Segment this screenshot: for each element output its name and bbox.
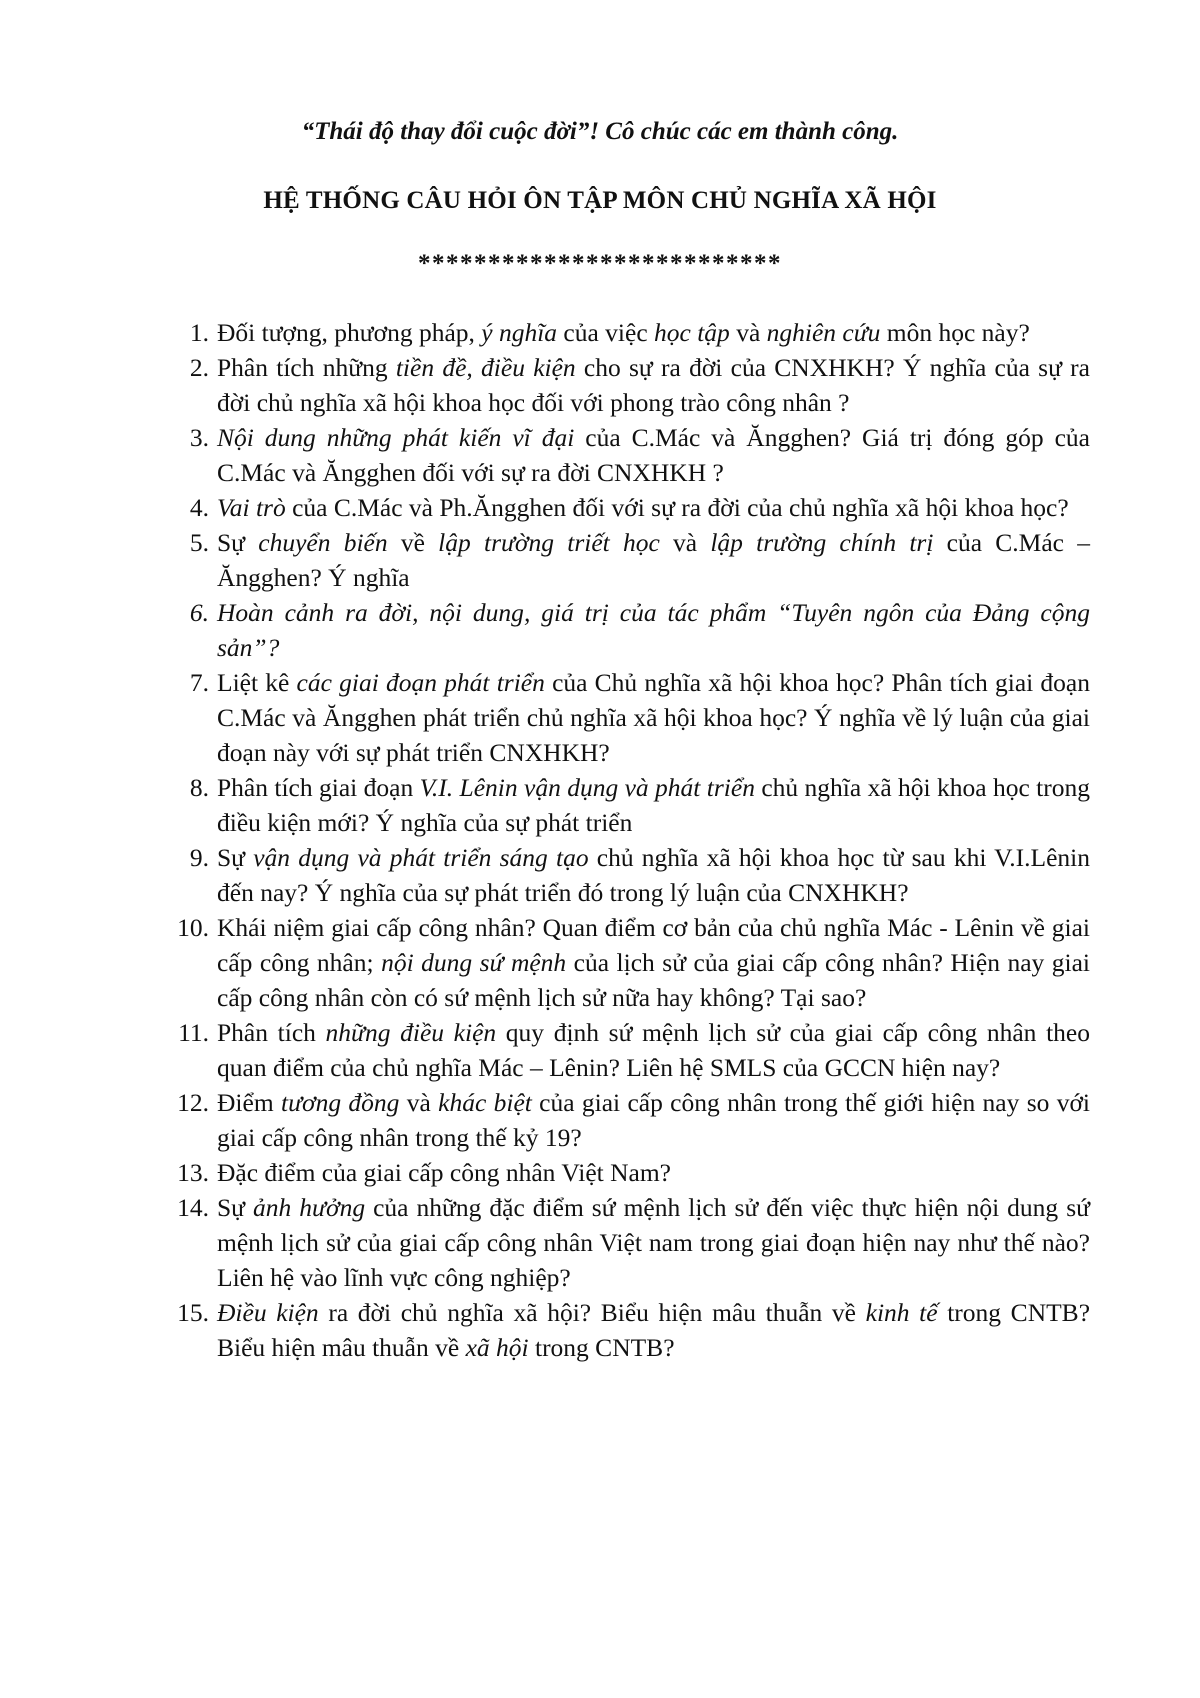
question-text-segment: của việc <box>557 318 655 347</box>
question-text <box>217 913 1090 1012</box>
question-text <box>217 1088 1090 1152</box>
motto: “Thái độ thay đổi cuộc đời”! Cô chúc các em thành công. <box>301 118 899 145</box>
question-text <box>217 1193 1090 1292</box>
question-text-segment: về <box>387 528 439 557</box>
question-text <box>217 1158 671 1187</box>
question-text-emphasis: V.I. Lênin vận dụng và phát triển <box>419 773 755 802</box>
question-text-emphasis: giá trị <box>541 598 609 627</box>
separator: ************************** <box>418 250 782 277</box>
question-text-segment: và <box>659 528 711 557</box>
question-number: 7. <box>189 668 209 697</box>
question-text-segment: Phân tích những <box>217 353 396 382</box>
question-text-emphasis: vận dụng và phát triển sáng tạo <box>253 843 589 872</box>
question-text-emphasis: khác biệt <box>438 1088 532 1117</box>
question-text-segment: trong CNTB? <box>528 1333 675 1362</box>
question-text-segment: Điểm <box>217 1088 281 1117</box>
question-text-emphasis: xã hội <box>465 1333 529 1362</box>
question-text-emphasis: học tập <box>654 318 730 347</box>
question-text-segment: của những đặc điểm sứ mệnh lịch sử đến việc thực hiện nội dung sứ mệnh lịch sử của giai cấp công nhân Việt nam trong giai đoạn hiện nay như thế nào? Liên hệ vào lĩnh vực công nghiệp? <box>217 1193 1090 1292</box>
question-text-segment: quy định sứ mệnh lịch sử của giai cấp công nhân theo quan điểm của chủ nghĩa Mác – Lênin? Liên hệ SMLS của GCCN hiện nay? <box>217 1018 1090 1082</box>
question-text-segment: Đối tượng, phương pháp, <box>217 318 482 347</box>
question-item <box>165 1295 1090 1365</box>
question-text-segment: Đặc điểm của giai cấp công nhân Việt Nam? <box>217 1158 671 1187</box>
question-text-segment: và <box>399 1088 439 1117</box>
question-text-segment: ra đời, <box>334 598 430 627</box>
question-number: 15. <box>177 1298 209 1327</box>
question-item <box>165 840 1090 910</box>
question-text-segment: Sự <box>217 1193 254 1222</box>
question-text-emphasis: nghiên cứu <box>766 318 881 347</box>
question-text-segment: Phân tích <box>217 1018 326 1047</box>
question-text-emphasis: Hoàn cảnh <box>217 598 335 627</box>
question-item <box>165 420 1090 490</box>
question-item <box>165 1085 1090 1155</box>
question-text-segment: Liệt kê <box>217 668 297 697</box>
question-number: 4. <box>189 493 209 522</box>
question-item <box>165 490 1090 525</box>
question-text-emphasis: nội dung sứ mệnh <box>381 948 567 977</box>
question-number: 6. <box>189 598 209 627</box>
question-number: 10. <box>177 913 209 942</box>
question-text-segment: môn học này? <box>880 318 1030 347</box>
question-text-segment: của C.Mác – Ăngghen? Ý nghĩa <box>217 528 1090 592</box>
question-text-segment: chủ nghĩa xã hội khoa học từ sau khi V.I.Lênin đến nay? Ý nghĩa của sự phát triển đó trong lý luận của CNXHKH? <box>217 843 1090 907</box>
question-text-segment: cho sự ra đời của CNXHKH? Ý nghĩa của sự ra đời chủ nghĩa xã hội khoa học đối với phong trào công nhân ? <box>217 353 1090 417</box>
question-text-emphasis: Tuyên ngôn của Đảng cộng sản”? <box>217 598 1091 662</box>
question-number: 1. <box>189 318 209 347</box>
question-item <box>165 595 1090 665</box>
question-text-emphasis: tiền đề, điều kiện <box>395 353 576 382</box>
question-item <box>165 1015 1090 1085</box>
question-text-segment: trong CNTB? Biểu hiện mâu thuẫn về <box>217 1298 1091 1362</box>
question-item <box>165 910 1090 1015</box>
question-text-segment: , <box>523 598 542 627</box>
question-text <box>217 598 1090 662</box>
question-number: 11. <box>178 1018 209 1047</box>
question-number: 14. <box>177 1193 209 1222</box>
question-text-emphasis: lập trường chính trị <box>710 528 934 557</box>
question-text-emphasis: những điều kiện <box>325 1018 497 1047</box>
question-text-segment: chủ nghĩa xã hội khoa học trong điều kiện mới? Ý nghĩa của sự phát triển <box>217 773 1091 837</box>
page-title: HỆ THỐNG CÂU HỎI ÔN TẬP MÔN CHỦ NGHĨA XÃ HỘI <box>263 187 937 214</box>
question-text-emphasis: Điều kiện <box>217 1298 319 1327</box>
question-text-segment: Khái niệm giai cấp công nhân? Quan điểm cơ bản của chủ nghĩa Mác - Lênin về giai cấp công nhân; <box>217 913 1090 977</box>
question-number: 8. <box>189 773 209 802</box>
question-text <box>217 773 1090 837</box>
question-text <box>217 353 1090 417</box>
question-number: 2. <box>189 353 209 382</box>
question-item <box>165 1190 1090 1295</box>
question-text-segment: của C.Mác và Ph.Ăngghen đối với sự ra đời của chủ nghĩa xã hội khoa học? <box>285 493 1069 522</box>
question-text-segment: của C.Mác và Ăngghen? Giá trị đóng góp của C.Mác và Ăngghen đối với sự ra đời CNXHKH ? <box>217 423 1090 487</box>
question-text-segment: của Chủ nghĩa xã hội khoa học? Phân tích giai đoạn C.Mác và Ăngghen phát triển chủ nghĩa xã hội khoa học? Ý nghĩa về lý luận của giai đoạn này với sự phát triển CNXHKH? <box>217 668 1090 767</box>
question-text <box>217 843 1090 907</box>
question-number: 9. <box>189 843 209 872</box>
question-text <box>217 668 1090 767</box>
question-text <box>217 1018 1090 1082</box>
question-text-segment: Sự <box>217 843 254 872</box>
question-text <box>217 423 1090 487</box>
question-list <box>165 315 1090 1365</box>
question-text-segment: ra đời chủ nghĩa xã hội? Biểu hiện mâu thuẫn về <box>318 1298 866 1327</box>
question-text-segment: của giai cấp công nhân trong thế giới hiện nay so với giai cấp công nhân trong thế kỷ 19? <box>217 1088 1091 1152</box>
question-text <box>217 1298 1090 1362</box>
question-text <box>217 318 1030 347</box>
question-text-emphasis: chuyển biến <box>258 528 388 557</box>
question-number: 5. <box>189 528 209 557</box>
question-text-emphasis: tương đồng <box>280 1088 400 1117</box>
question-text-emphasis: Nội dung những phát kiến vĩ đại <box>217 423 575 452</box>
question-number: 3. <box>189 423 209 452</box>
question-text-segment: Phân tích giai đoạn <box>217 773 420 802</box>
question-text-segment: của lịch sử của giai cấp công nhân? Hiện nay giai cấp công nhân còn có sứ mệnh lịch sử nữa hay không? Tại sao? <box>217 948 1090 1012</box>
question-text-segment: và <box>729 318 767 347</box>
question-text-emphasis: lập trường triết học <box>438 528 660 557</box>
question-text-emphasis: ảnh hưởng <box>253 1193 366 1222</box>
question-number: 12. <box>177 1088 209 1117</box>
question-text-emphasis: nội dung <box>429 598 524 627</box>
question-number: 13. <box>177 1158 209 1187</box>
question-text-segment: của tác phẩm “ <box>608 598 792 627</box>
question-text-emphasis: ý nghĩa <box>481 318 558 347</box>
question-text-emphasis: Vai trò <box>217 493 286 522</box>
question-text <box>217 528 1090 592</box>
question-item <box>165 525 1090 595</box>
question-text-emphasis: kinh tế <box>865 1298 938 1327</box>
question-text <box>217 493 1069 522</box>
question-item <box>165 1155 1090 1190</box>
question-text-emphasis: các giai đoạn phát triển <box>296 668 545 697</box>
question-item <box>165 665 1090 770</box>
question-item <box>165 770 1090 840</box>
question-item <box>165 315 1090 350</box>
question-item <box>165 350 1090 420</box>
question-text-segment: Sự <box>217 528 259 557</box>
